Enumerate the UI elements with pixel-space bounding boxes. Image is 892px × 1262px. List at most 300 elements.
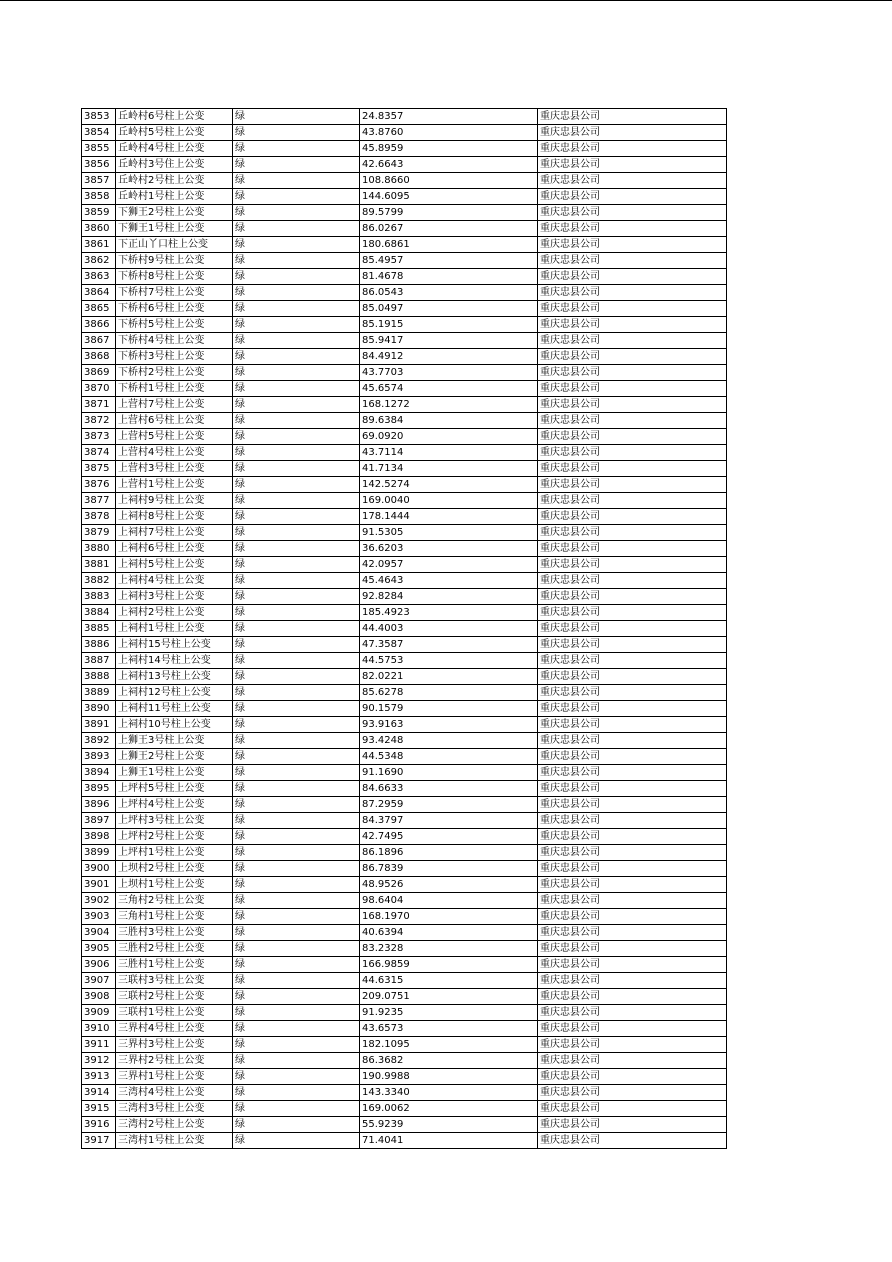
company-cell: 重庆忠县公司 [538, 669, 727, 685]
status-color-cell: 绿 [233, 557, 360, 573]
status-color-cell: 绿 [233, 237, 360, 253]
table-row [82, 989, 727, 1005]
company-cell: 重庆忠县公司 [538, 701, 727, 717]
row-id-cell: 3871 [82, 397, 116, 413]
row-id-cell: 3897 [82, 813, 116, 829]
transformer-name-cell: 上祠村14号柱上公变 [116, 653, 233, 669]
table-row [82, 397, 727, 413]
status-color-cell: 绿 [233, 941, 360, 957]
status-color-cell: 绿 [233, 1069, 360, 1085]
company-cell: 重庆忠县公司 [538, 365, 727, 381]
status-color-cell: 绿 [233, 253, 360, 269]
transformer-name-cell: 上祠村3号柱上公变 [116, 589, 233, 605]
transformer-name-cell: 下桥村5号柱上公变 [116, 317, 233, 333]
transformer-name-cell: 上祠村2号柱上公变 [116, 605, 233, 621]
table-row [82, 157, 727, 173]
row-id-cell: 3855 [82, 141, 116, 157]
row-id-cell: 3898 [82, 829, 116, 845]
company-cell: 重庆忠县公司 [538, 461, 727, 477]
value-cell: 84.3797 [360, 813, 538, 829]
value-cell: 47.3587 [360, 637, 538, 653]
transformer-name-cell: 上祠村11号柱上公变 [116, 701, 233, 717]
table-row [82, 861, 727, 877]
company-cell: 重庆忠县公司 [538, 1085, 727, 1101]
value-cell: 86.7839 [360, 861, 538, 877]
status-color-cell: 绿 [233, 765, 360, 781]
transformer-name-cell: 三湾村2号柱上公变 [116, 1117, 233, 1133]
value-cell: 43.6573 [360, 1021, 538, 1037]
table-row [82, 509, 727, 525]
row-id-cell: 3872 [82, 413, 116, 429]
company-cell: 重庆忠县公司 [538, 941, 727, 957]
transformer-name-cell: 下桥村8号柱上公变 [116, 269, 233, 285]
company-cell: 重庆忠县公司 [538, 829, 727, 845]
table-row [82, 877, 727, 893]
status-color-cell: 绿 [233, 1005, 360, 1021]
transformer-name-cell: 丘岭村6号柱上公变 [116, 109, 233, 125]
value-cell: 144.6095 [360, 189, 538, 205]
company-cell: 重庆忠县公司 [538, 605, 727, 621]
table-row [82, 1117, 727, 1133]
transformer-name-cell: 上坪村4号柱上公变 [116, 797, 233, 813]
row-id-cell: 3857 [82, 173, 116, 189]
transformer-name-cell: 三胜村2号柱上公变 [116, 941, 233, 957]
row-id-cell: 3861 [82, 237, 116, 253]
status-color-cell: 绿 [233, 845, 360, 861]
company-cell: 重庆忠县公司 [538, 925, 727, 941]
table-row [82, 205, 727, 221]
company-cell: 重庆忠县公司 [538, 813, 727, 829]
value-cell: 87.2959 [360, 797, 538, 813]
transformer-name-cell: 三联村1号柱上公变 [116, 1005, 233, 1021]
row-id-cell: 3867 [82, 333, 116, 349]
status-color-cell: 绿 [233, 413, 360, 429]
value-cell: 168.1970 [360, 909, 538, 925]
transformer-name-cell: 丘岭村1号柱上公变 [116, 189, 233, 205]
company-cell: 重庆忠县公司 [538, 349, 727, 365]
transformer-name-cell: 上坝村2号柱上公变 [116, 861, 233, 877]
company-cell: 重庆忠县公司 [538, 989, 727, 1005]
row-id-cell: 3913 [82, 1069, 116, 1085]
status-color-cell: 绿 [233, 589, 360, 605]
table-row [82, 317, 727, 333]
value-cell: 69.0920 [360, 429, 538, 445]
row-id-cell: 3916 [82, 1117, 116, 1133]
table-row [82, 637, 727, 653]
row-id-cell: 3875 [82, 461, 116, 477]
transformer-name-cell: 三界村3号柱上公变 [116, 1037, 233, 1053]
table-row [82, 237, 727, 253]
company-cell: 重庆忠县公司 [538, 1133, 727, 1149]
company-cell: 重庆忠县公司 [538, 573, 727, 589]
company-cell: 重庆忠县公司 [538, 733, 727, 749]
table-row [82, 1101, 727, 1117]
row-id-cell: 3892 [82, 733, 116, 749]
value-cell: 91.1690 [360, 765, 538, 781]
row-id-cell: 3894 [82, 765, 116, 781]
value-cell: 85.4957 [360, 253, 538, 269]
status-color-cell: 绿 [233, 461, 360, 477]
company-cell: 重庆忠县公司 [538, 157, 727, 173]
transformer-name-cell: 丘岭村3号住上公变 [116, 157, 233, 173]
row-id-cell: 3854 [82, 125, 116, 141]
value-cell: 93.9163 [360, 717, 538, 733]
table-row [82, 765, 727, 781]
status-color-cell: 绿 [233, 685, 360, 701]
value-cell: 108.8660 [360, 173, 538, 189]
transformer-name-cell: 上祠村9号柱上公变 [116, 493, 233, 509]
transformer-name-cell: 上狮王2号柱上公变 [116, 749, 233, 765]
table-row [82, 973, 727, 989]
row-id-cell: 3907 [82, 973, 116, 989]
value-cell: 98.6404 [360, 893, 538, 909]
company-cell: 重庆忠县公司 [538, 1101, 727, 1117]
value-cell: 45.4643 [360, 573, 538, 589]
value-cell: 142.5274 [360, 477, 538, 493]
company-cell: 重庆忠县公司 [538, 493, 727, 509]
company-cell: 重庆忠县公司 [538, 381, 727, 397]
value-cell: 44.4003 [360, 621, 538, 637]
transformer-name-cell: 三湾村4号柱上公变 [116, 1085, 233, 1101]
row-id-cell: 3910 [82, 1021, 116, 1037]
transformer-name-cell: 上祠村5号柱上公变 [116, 557, 233, 573]
company-cell: 重庆忠县公司 [538, 189, 727, 205]
value-cell: 24.8357 [360, 109, 538, 125]
company-cell: 重庆忠县公司 [538, 317, 727, 333]
company-cell: 重庆忠县公司 [538, 1037, 727, 1053]
transformer-name-cell: 上祠村6号柱上公变 [116, 541, 233, 557]
company-cell: 重庆忠县公司 [538, 781, 727, 797]
company-cell: 重庆忠县公司 [538, 861, 727, 877]
status-color-cell: 绿 [233, 1085, 360, 1101]
status-color-cell: 绿 [233, 333, 360, 349]
value-cell: 44.5348 [360, 749, 538, 765]
status-color-cell: 绿 [233, 909, 360, 925]
value-cell: 43.8760 [360, 125, 538, 141]
status-color-cell: 绿 [233, 285, 360, 301]
transformer-name-cell: 三角村1号柱上公变 [116, 909, 233, 925]
row-id-cell: 3859 [82, 205, 116, 221]
table-row [82, 557, 727, 573]
status-color-cell: 绿 [233, 189, 360, 205]
table-row [82, 781, 727, 797]
row-id-cell: 3909 [82, 1005, 116, 1021]
company-cell: 重庆忠县公司 [538, 173, 727, 189]
table-row [82, 445, 727, 461]
row-id-cell: 3887 [82, 653, 116, 669]
transformer-name-cell: 上营村7号柱上公变 [116, 397, 233, 413]
table-row [82, 1069, 727, 1085]
row-id-cell: 3874 [82, 445, 116, 461]
value-cell: 89.6384 [360, 413, 538, 429]
row-id-cell: 3890 [82, 701, 116, 717]
row-id-cell: 3878 [82, 509, 116, 525]
status-color-cell: 绿 [233, 1021, 360, 1037]
table-row [82, 653, 727, 669]
value-cell: 45.6574 [360, 381, 538, 397]
status-color-cell: 绿 [233, 365, 360, 381]
row-id-cell: 3906 [82, 957, 116, 973]
value-cell: 85.6278 [360, 685, 538, 701]
status-color-cell: 绿 [233, 509, 360, 525]
status-color-cell: 绿 [233, 573, 360, 589]
value-cell: 41.7134 [360, 461, 538, 477]
value-cell: 40.6394 [360, 925, 538, 941]
status-color-cell: 绿 [233, 973, 360, 989]
transformer-name-cell: 三胜村3号柱上公变 [116, 925, 233, 941]
status-color-cell: 绿 [233, 733, 360, 749]
transformer-name-cell: 上祠村8号柱上公变 [116, 509, 233, 525]
company-cell: 重庆忠县公司 [538, 589, 727, 605]
row-id-cell: 3902 [82, 893, 116, 909]
transformer-name-cell: 丘岭村4号柱上公变 [116, 141, 233, 157]
status-color-cell: 绿 [233, 797, 360, 813]
company-cell: 重庆忠县公司 [538, 893, 727, 909]
table-row [82, 221, 727, 237]
value-cell: 43.7114 [360, 445, 538, 461]
table-row [82, 909, 727, 925]
status-color-cell: 绿 [233, 925, 360, 941]
row-id-cell: 3903 [82, 909, 116, 925]
value-cell: 44.5753 [360, 653, 538, 669]
table-row [82, 429, 727, 445]
status-color-cell: 绿 [233, 173, 360, 189]
table-row [82, 285, 727, 301]
row-id-cell: 3869 [82, 365, 116, 381]
value-cell: 85.1915 [360, 317, 538, 333]
transformer-name-cell: 上营村1号柱上公变 [116, 477, 233, 493]
status-color-cell: 绿 [233, 813, 360, 829]
status-color-cell: 绿 [233, 349, 360, 365]
status-color-cell: 绿 [233, 109, 360, 125]
transformer-name-cell: 上坪村2号柱上公变 [116, 829, 233, 845]
transformer-name-cell: 下桥村3号柱上公变 [116, 349, 233, 365]
company-cell: 重庆忠县公司 [538, 509, 727, 525]
value-cell: 209.0751 [360, 989, 538, 1005]
status-color-cell: 绿 [233, 701, 360, 717]
status-color-cell: 绿 [233, 877, 360, 893]
value-cell: 91.5305 [360, 525, 538, 541]
value-cell: 81.4678 [360, 269, 538, 285]
row-id-cell: 3904 [82, 925, 116, 941]
table-row [82, 941, 727, 957]
table-row [82, 733, 727, 749]
row-id-cell: 3888 [82, 669, 116, 685]
company-cell: 重庆忠县公司 [538, 141, 727, 157]
table-row [82, 301, 727, 317]
value-cell: 42.7495 [360, 829, 538, 845]
value-cell: 45.8959 [360, 141, 538, 157]
row-id-cell: 3882 [82, 573, 116, 589]
row-id-cell: 3866 [82, 317, 116, 333]
table-row [82, 589, 727, 605]
row-id-cell: 3865 [82, 301, 116, 317]
transformer-name-cell: 三胜村1号柱上公变 [116, 957, 233, 973]
company-cell: 重庆忠县公司 [538, 525, 727, 541]
value-cell: 86.0267 [360, 221, 538, 237]
row-id-cell: 3912 [82, 1053, 116, 1069]
status-color-cell: 绿 [233, 653, 360, 669]
row-id-cell: 3879 [82, 525, 116, 541]
company-cell: 重庆忠县公司 [538, 765, 727, 781]
table-row [82, 173, 727, 189]
status-color-cell: 绿 [233, 749, 360, 765]
row-id-cell: 3908 [82, 989, 116, 1005]
transformer-name-cell: 下桥村1号柱上公变 [116, 381, 233, 397]
table-row [82, 1005, 727, 1021]
value-cell: 83.2328 [360, 941, 538, 957]
row-id-cell: 3911 [82, 1037, 116, 1053]
status-color-cell: 绿 [233, 781, 360, 797]
transformer-name-cell: 三界村1号柱上公变 [116, 1069, 233, 1085]
status-color-cell: 绿 [233, 1101, 360, 1117]
table-row [82, 381, 727, 397]
row-id-cell: 3880 [82, 541, 116, 557]
value-cell: 185.4923 [360, 605, 538, 621]
table-row [82, 365, 727, 381]
transformer-name-cell: 上祠村12号柱上公变 [116, 685, 233, 701]
transformer-name-cell: 上营村6号柱上公变 [116, 413, 233, 429]
value-cell: 93.4248 [360, 733, 538, 749]
status-color-cell: 绿 [233, 1117, 360, 1133]
row-id-cell: 3884 [82, 605, 116, 621]
page-top-border [0, 0, 892, 1]
row-id-cell: 3883 [82, 589, 116, 605]
value-cell: 90.1579 [360, 701, 538, 717]
row-id-cell: 3899 [82, 845, 116, 861]
company-cell: 重庆忠县公司 [538, 909, 727, 925]
transformer-name-cell: 上祠村13号柱上公变 [116, 669, 233, 685]
value-cell: 71.4041 [360, 1133, 538, 1149]
transformer-name-cell: 上营村5号柱上公变 [116, 429, 233, 445]
transformer-name-cell: 三湾村3号柱上公变 [116, 1101, 233, 1117]
transformer-name-cell: 三界村2号柱上公变 [116, 1053, 233, 1069]
table-row [82, 269, 727, 285]
transformer-name-cell: 三联村2号柱上公变 [116, 989, 233, 1005]
transformer-name-cell: 丘岭村2号柱上公变 [116, 173, 233, 189]
transformer-name-cell: 上坝村1号柱上公变 [116, 877, 233, 893]
transformer-name-cell: 丘岭村5号柱上公变 [116, 125, 233, 141]
row-id-cell: 3858 [82, 189, 116, 205]
table-row [82, 413, 727, 429]
status-color-cell: 绿 [233, 525, 360, 541]
transformer-name-cell: 下桥村9号柱上公变 [116, 253, 233, 269]
company-cell: 重庆忠县公司 [538, 253, 727, 269]
company-cell: 重庆忠县公司 [538, 557, 727, 573]
status-color-cell: 绿 [233, 893, 360, 909]
table-row [82, 125, 727, 141]
row-id-cell: 3896 [82, 797, 116, 813]
status-color-cell: 绿 [233, 1053, 360, 1069]
table-row [82, 1037, 727, 1053]
status-color-cell: 绿 [233, 957, 360, 973]
row-id-cell: 3870 [82, 381, 116, 397]
transformer-name-cell: 上坪村1号柱上公变 [116, 845, 233, 861]
row-id-cell: 3877 [82, 493, 116, 509]
status-color-cell: 绿 [233, 397, 360, 413]
row-id-cell: 3863 [82, 269, 116, 285]
company-cell: 重庆忠县公司 [538, 637, 727, 653]
value-cell: 55.9239 [360, 1117, 538, 1133]
transformer-name-cell: 上祠村7号柱上公变 [116, 525, 233, 541]
table-row [82, 845, 727, 861]
company-cell: 重庆忠县公司 [538, 653, 727, 669]
company-cell: 重庆忠县公司 [538, 125, 727, 141]
company-cell: 重庆忠县公司 [538, 1021, 727, 1037]
status-color-cell: 绿 [233, 621, 360, 637]
status-color-cell: 绿 [233, 317, 360, 333]
value-cell: 82.0221 [360, 669, 538, 685]
value-cell: 48.9526 [360, 877, 538, 893]
transformer-name-cell: 上营村3号柱上公变 [116, 461, 233, 477]
row-id-cell: 3914 [82, 1085, 116, 1101]
row-id-cell: 3917 [82, 1133, 116, 1149]
value-cell: 168.1272 [360, 397, 538, 413]
value-cell: 180.6861 [360, 237, 538, 253]
company-cell: 重庆忠县公司 [538, 477, 727, 493]
transformer-name-cell: 下桥村4号柱上公变 [116, 333, 233, 349]
table-row [82, 893, 727, 909]
row-id-cell: 3868 [82, 349, 116, 365]
row-id-cell: 3886 [82, 637, 116, 653]
company-cell: 重庆忠县公司 [538, 333, 727, 349]
status-color-cell: 绿 [233, 301, 360, 317]
transformer-name-cell: 下狮王1号柱上公变 [116, 221, 233, 237]
company-cell: 重庆忠县公司 [538, 1117, 727, 1133]
status-color-cell: 绿 [233, 125, 360, 141]
row-id-cell: 3856 [82, 157, 116, 173]
company-cell: 重庆忠县公司 [538, 445, 727, 461]
row-id-cell: 3891 [82, 717, 116, 733]
transformer-name-cell: 下桥村7号柱上公变 [116, 285, 233, 301]
row-id-cell: 3893 [82, 749, 116, 765]
status-color-cell: 绿 [233, 1133, 360, 1149]
value-cell: 143.3340 [360, 1085, 538, 1101]
company-cell: 重庆忠县公司 [538, 1069, 727, 1085]
transformer-name-cell: 下正山丫口柱上公变 [116, 237, 233, 253]
table-row [82, 541, 727, 557]
transformer-name-cell: 上坪村5号柱上公变 [116, 781, 233, 797]
table-row [82, 605, 727, 621]
company-cell: 重庆忠县公司 [538, 413, 727, 429]
table-row [82, 1021, 727, 1037]
table-row [82, 109, 727, 125]
transformer-name-cell: 下桥村6号柱上公变 [116, 301, 233, 317]
value-cell: 178.1444 [360, 509, 538, 525]
table-row [82, 749, 727, 765]
value-cell: 182.1095 [360, 1037, 538, 1053]
company-cell: 重庆忠县公司 [538, 1053, 727, 1069]
table-row [82, 189, 727, 205]
company-cell: 重庆忠县公司 [538, 541, 727, 557]
transformer-name-cell: 三湾村1号柱上公变 [116, 1133, 233, 1149]
table-row [82, 701, 727, 717]
company-cell: 重庆忠县公司 [538, 205, 727, 221]
company-cell: 重庆忠县公司 [538, 109, 727, 125]
row-id-cell: 3895 [82, 781, 116, 797]
status-color-cell: 绿 [233, 861, 360, 877]
transformer-name-cell: 三界村4号柱上公变 [116, 1021, 233, 1037]
table-row [82, 253, 727, 269]
row-id-cell: 3876 [82, 477, 116, 493]
table-row [82, 829, 727, 845]
transformer-name-cell: 上祠村10号柱上公变 [116, 717, 233, 733]
row-id-cell: 3873 [82, 429, 116, 445]
transformer-name-cell: 上祠村15号柱上公变 [116, 637, 233, 653]
company-cell: 重庆忠县公司 [538, 221, 727, 237]
status-color-cell: 绿 [233, 157, 360, 173]
table-row [82, 477, 727, 493]
